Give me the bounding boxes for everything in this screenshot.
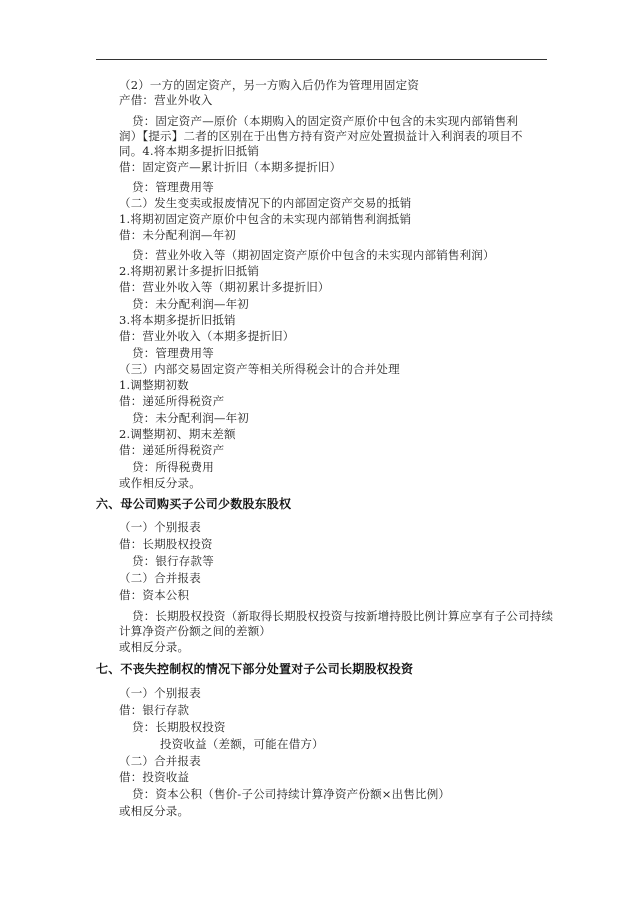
text-line: 贷：营业外收入等（期初固定资产原价中包含的未实现内部销售利润） [132,248,495,262]
text-line: 或相反分录。 [119,640,190,654]
text-line: 贷：长期股权投资 [132,720,226,734]
text-line: 或作相反分录。 [119,476,201,490]
text-line: 贷：未分配利润—年初 [132,411,249,425]
section-heading: 六、母公司购买子公司少数股东股权 [96,497,292,511]
text-line: 或相反分录。 [119,804,190,818]
text-line: 贷：长期股权投资（新取得长期股权投资与按新增持股比例计算应享有子公司持续 [132,609,554,623]
text-line: 贷：管理费用等 [132,180,214,194]
text-line: 借：未分配利润—年初 [119,228,236,242]
text-line: 2.调整期初、期末差额 [119,427,236,441]
text-line: 借：投资收益 [119,770,190,784]
section-heading: 七、不丧失控制权的情况下部分处置对子公司长期股权投资 [96,662,414,676]
text-line: 贷：固定资产—原价（本期购入的固定资产原价中包含的未实现内部销售利 [132,114,519,128]
text-line: 贷：银行存款等 [132,554,214,568]
text-line: 借：资本公积 [119,588,190,602]
text-line: 贷：所得税费用 [132,460,214,474]
text-line: 借：长期股权投资 [119,537,213,551]
text-line: 借：营业外收入等（期初累计多提折旧） [119,280,330,294]
text-line: 贷：未分配利润—年初 [132,297,249,311]
text-line: 借：递延所得税资产 [119,394,225,408]
text-line: 借：递延所得税资产 [119,443,225,457]
text-line: （2）一方的固定资产，另一方购入后仍作为管理用固定资 [119,78,420,92]
text-line: 投资收益（差额，可能在借方） [160,737,324,751]
text-line: 同。4.将本期多提折旧抵销 [119,144,260,158]
text-line: 2.将期初累计多提折旧抵销 [119,264,260,278]
text-line: 借：银行存款 [119,703,190,717]
text-line: 计算净资产份额之间的差额） [119,624,272,638]
text-line: 1.将期初固定资产原价中包含的未实现内部销售利润抵销 [119,212,412,226]
text-line: （一）个别报表 [119,686,201,700]
text-line: 借：营业外收入（本期多提折旧） [119,329,295,343]
text-line: （三）内部交易固定资产等相关所得税会计的合并处理 [119,362,400,376]
text-line: 产借：营业外收入 [119,93,213,107]
text-line: 1.调整期初数 [119,378,189,392]
text-line: （二）合并报表 [119,571,201,585]
text-line: （一）个别报表 [119,520,201,534]
text-line: 润）【提示】二者的区别在于出售方持有资产对应处置损益计入利润表的项目不 [119,129,523,143]
header-rule [96,59,547,60]
text-line: 借：固定资产—累计折旧（本期多提折旧） [119,160,342,174]
text-line: （二）合并报表 [119,754,201,768]
text-line: 贷：管理费用等 [132,346,214,360]
text-line: 贷：资本公积（售价-子公司持续计算净资产份额×出售比例） [132,787,451,801]
text-line: （二）发生变卖或报废情况下的内部固定资产交易的抵销 [119,196,412,210]
text-line: 3.将本期多提折旧抵销 [119,313,236,327]
